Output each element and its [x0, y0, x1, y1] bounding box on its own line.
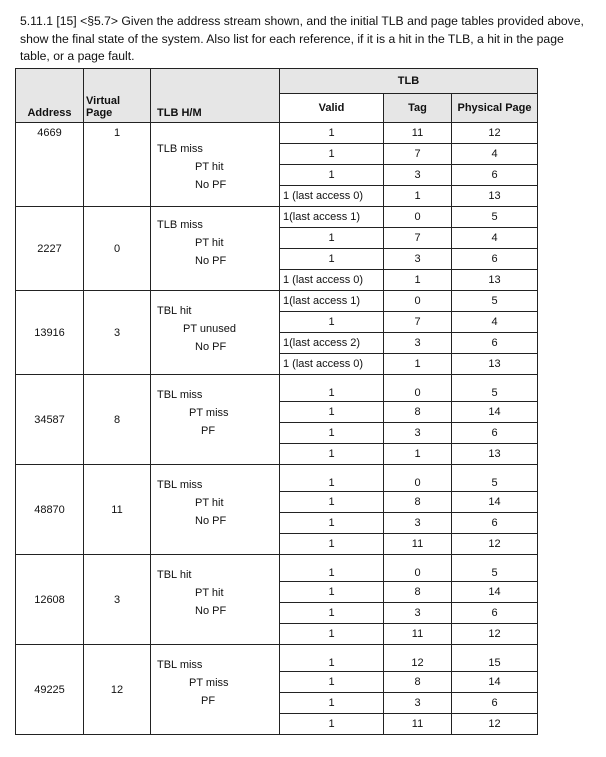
valid-cell: 1 — [280, 582, 384, 603]
hm-result-pf: No PF — [195, 515, 227, 527]
physical-page-cell: 12 — [452, 714, 538, 735]
header-address: Address — [16, 69, 84, 123]
hm-result-pt: PT hit — [195, 161, 224, 173]
physical-page-cell: 13 — [452, 270, 538, 291]
hm-result-tlb: TBL hit — [157, 305, 192, 317]
physical-page-cell: 6 — [452, 513, 538, 534]
tag-cell: 11 — [384, 123, 452, 144]
tag-cell: 0 — [384, 555, 452, 582]
valid-cell: 1 — [280, 402, 384, 423]
tlb-hm-cell — [151, 555, 280, 645]
question-line-3: table, or a page fault. — [20, 49, 135, 64]
hm-result-tlb: TLB miss — [157, 143, 203, 155]
address-cell: 2227 — [16, 207, 84, 291]
valid-cell: 1 — [280, 444, 384, 465]
physical-page-cell: 4 — [452, 144, 538, 165]
physical-page-cell: 14 — [452, 402, 538, 423]
valid-cell: 1 — [280, 165, 384, 186]
tag-cell: 1 — [384, 270, 452, 291]
virtual-page-cell: 0 — [84, 207, 151, 291]
tag-cell: 3 — [384, 603, 452, 624]
tag-cell: 3 — [384, 513, 452, 534]
tag-cell: 7 — [384, 228, 452, 249]
virtual-page-cell: 8 — [84, 375, 151, 465]
tag-cell: 3 — [384, 693, 452, 714]
hm-result-pf: No PF — [195, 605, 227, 617]
tlb-hm-cell — [151, 123, 280, 207]
hm-result-tlb: TBL miss — [157, 479, 203, 491]
valid-cell: 1 — [280, 423, 384, 444]
address-cell: 34587 — [16, 375, 84, 465]
tag-cell: 3 — [384, 165, 452, 186]
tag-cell: 3 — [384, 249, 452, 270]
hm-result-pf: No PF — [195, 341, 227, 353]
tlb-entry-row — [16, 123, 538, 144]
valid-cell: 1(last access 2) — [280, 333, 384, 354]
physical-page-cell: 6 — [452, 165, 538, 186]
address-cell: 48870 — [16, 465, 84, 555]
valid-cell: 1(last access 1) — [280, 207, 384, 228]
address-cell: 4669 — [16, 123, 84, 207]
valid-cell: 1 (last access 0) — [280, 354, 384, 375]
header-tag: Tag — [384, 94, 452, 123]
question-text — [20, 13, 590, 66]
tag-cell: 8 — [384, 672, 452, 693]
question-line-2: show the final state of the system. Also list for each reference, if it is a hit in the TLB, a hit in the page — [20, 31, 564, 46]
virtual-page-cell: 1 — [84, 123, 151, 207]
tlb-hm-cell — [151, 375, 280, 465]
valid-cell: 1 — [280, 672, 384, 693]
hm-result-tlb: TBL miss — [157, 389, 203, 401]
tag-cell: 0 — [384, 375, 452, 402]
valid-cell: 1 — [280, 249, 384, 270]
hm-result-pf: PF — [201, 425, 216, 437]
tag-cell: 11 — [384, 714, 452, 735]
valid-cell: 1 — [280, 375, 384, 402]
valid-cell: 1 — [280, 465, 384, 492]
physical-page-cell: 6 — [452, 423, 538, 444]
physical-page-cell: 14 — [452, 582, 538, 603]
valid-cell: 1 — [280, 492, 384, 513]
virtual-page-cell: 11 — [84, 465, 151, 555]
valid-cell: 1 — [280, 603, 384, 624]
valid-cell: 1 (last access 0) — [280, 186, 384, 207]
hm-result-tlb: TBL miss — [157, 659, 203, 671]
physical-page-cell: 4 — [452, 228, 538, 249]
physical-page-cell: 6 — [452, 693, 538, 714]
physical-page-cell: 13 — [452, 444, 538, 465]
header-physical-page: Physical Page — [452, 94, 538, 123]
physical-page-cell: 13 — [452, 186, 538, 207]
address-cell: 49225 — [16, 645, 84, 735]
tag-cell: 8 — [384, 582, 452, 603]
valid-cell: 1(last access 1) — [280, 291, 384, 312]
hm-result-pt: PT miss — [189, 677, 229, 689]
header-tlb: TLB — [280, 69, 538, 94]
physical-page-cell: 5 — [452, 375, 538, 402]
hm-result-pt: PT hit — [195, 237, 224, 249]
header-virtual-page — [84, 69, 151, 123]
physical-page-cell: 4 — [452, 312, 538, 333]
valid-cell: 1 — [280, 312, 384, 333]
physical-page-cell: 12 — [452, 534, 538, 555]
valid-cell: 1 — [280, 144, 384, 165]
valid-cell: 1 — [280, 534, 384, 555]
tag-cell: 12 — [384, 645, 452, 672]
hm-result-pt: PT unused — [183, 323, 237, 335]
tag-cell: 0 — [384, 207, 452, 228]
hm-result-pf: No PF — [195, 255, 227, 267]
physical-page-cell: 5 — [452, 207, 538, 228]
physical-page-cell: 5 — [452, 555, 538, 582]
physical-page-cell: 12 — [452, 123, 538, 144]
tlb-entry-row — [16, 555, 538, 582]
header-tlb-hm: TLB H/M — [151, 69, 280, 123]
valid-cell: 1 — [280, 645, 384, 672]
virtual-page-cell: 12 — [84, 645, 151, 735]
physical-page-cell: 6 — [452, 333, 538, 354]
tlb-entry-row — [16, 291, 538, 312]
hm-result-pt: PT miss — [189, 407, 229, 419]
tlb-entry-row — [16, 645, 538, 672]
tag-cell: 11 — [384, 534, 452, 555]
physical-page-cell: 14 — [452, 672, 538, 693]
hm-result-pt: PT hit — [195, 587, 224, 599]
header-row-top — [16, 69, 538, 94]
valid-cell: 1 — [280, 228, 384, 249]
tlb-hm-cell — [151, 645, 280, 735]
header-valid: Valid — [280, 94, 384, 123]
physical-page-cell: 13 — [452, 354, 538, 375]
tag-cell: 0 — [384, 465, 452, 492]
valid-cell: 1 (last access 0) — [280, 270, 384, 291]
tag-cell: 11 — [384, 624, 452, 645]
tlb-entry-row — [16, 207, 538, 228]
header-virtual-line1: Virtual — [86, 95, 121, 107]
tag-cell: 1 — [384, 186, 452, 207]
question-line-1: 5.11.1 [15] <§5.7> Given the address stream shown, and the initial TLB and page tables provided above, — [20, 14, 584, 28]
tlb-entry-row — [16, 465, 538, 492]
virtual-page-cell: 3 — [84, 555, 151, 645]
tag-cell: 1 — [384, 354, 452, 375]
physical-page-cell: 5 — [452, 291, 538, 312]
valid-cell: 1 — [280, 123, 384, 144]
address-cell: 12608 — [16, 555, 84, 645]
tlb-hm-cell — [151, 291, 280, 375]
address-cell: 13916 — [16, 291, 84, 375]
tag-cell: 8 — [384, 492, 452, 513]
tag-cell: 3 — [384, 333, 452, 354]
tlb-entry-row — [16, 375, 538, 402]
hm-result-pf: PF — [201, 695, 216, 707]
physical-page-cell: 5 — [452, 465, 538, 492]
valid-cell: 1 — [280, 624, 384, 645]
physical-page-cell: 12 — [452, 624, 538, 645]
hm-result-pt: PT hit — [195, 497, 224, 509]
tag-cell: 3 — [384, 423, 452, 444]
hm-result-pf: No PF — [195, 179, 227, 191]
valid-cell: 1 — [280, 513, 384, 534]
references-body — [16, 123, 538, 735]
tag-cell: 7 — [384, 312, 452, 333]
tag-cell: 8 — [384, 402, 452, 423]
tlb-hm-cell — [151, 207, 280, 291]
tlb-state-table — [15, 68, 538, 735]
valid-cell: 1 — [280, 693, 384, 714]
physical-page-cell: 6 — [452, 249, 538, 270]
hm-result-tlb: TLB miss — [157, 219, 203, 231]
valid-cell: 1 — [280, 555, 384, 582]
tlb-hm-cell — [151, 465, 280, 555]
physical-page-cell: 6 — [452, 603, 538, 624]
tag-cell: 1 — [384, 444, 452, 465]
valid-cell: 1 — [280, 714, 384, 735]
header-virtual-line2: Page — [86, 107, 113, 119]
virtual-page-cell: 3 — [84, 291, 151, 375]
hm-result-tlb: TBL hit — [157, 569, 192, 581]
tag-cell: 7 — [384, 144, 452, 165]
tag-cell: 0 — [384, 291, 452, 312]
physical-page-cell: 14 — [452, 492, 538, 513]
physical-page-cell: 15 — [452, 645, 538, 672]
